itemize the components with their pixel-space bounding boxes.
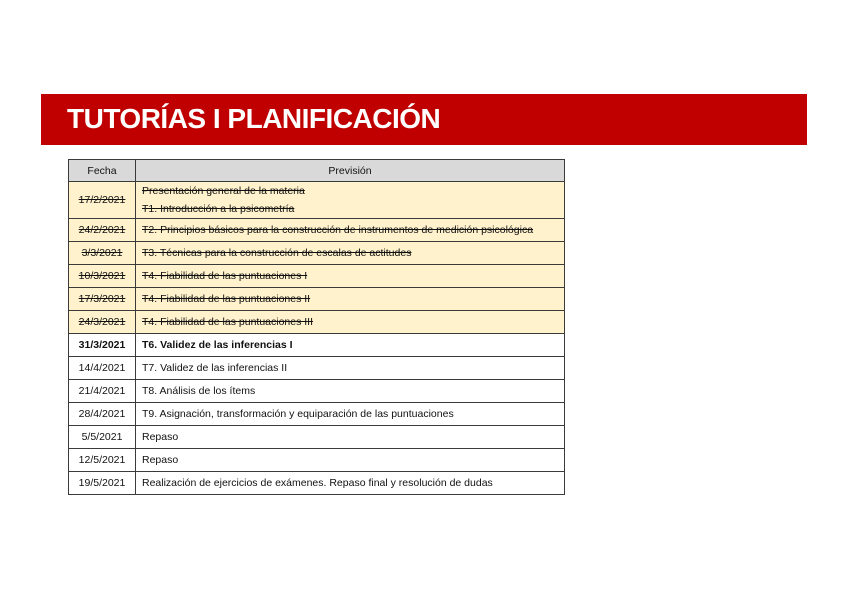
forecast-item: T8. Análisis de los ítems: [142, 385, 256, 397]
row-forecast: [136, 219, 565, 242]
table-row: [69, 472, 565, 495]
forecast-item: T4. Fiabilidad de las puntuaciones III: [142, 316, 314, 328]
table-row: [69, 449, 565, 472]
forecast-item: T6. Validez de las inferencias I: [142, 339, 293, 351]
title-banner: [41, 94, 807, 145]
table-row: [69, 403, 565, 426]
row-forecast: [136, 403, 565, 426]
forecast-item: Repaso: [142, 454, 179, 466]
table-header-row: [69, 160, 565, 182]
table-row: [69, 219, 565, 242]
table-row: [69, 288, 565, 311]
row-date: 28/4/2021: [69, 403, 136, 426]
table-row: [69, 334, 565, 357]
row-date: 24/3/2021: [69, 311, 136, 334]
row-forecast: [136, 380, 565, 403]
row-forecast: [136, 182, 565, 219]
forecast-item: T2. Principios básicos para la construcción de instrumentos de medición psicológica: [142, 224, 534, 236]
forecast-item: T1. Introducción a la psicometría: [142, 203, 295, 215]
row-date: 14/4/2021: [69, 357, 136, 380]
row-date: 21/4/2021: [69, 380, 136, 403]
forecast-item: T9. Asignación, transformación y equiparación de las puntuaciones: [142, 408, 454, 420]
forecast-item: T4. Fiabilidad de las puntuaciones I: [142, 270, 308, 282]
table-row: [69, 242, 565, 265]
row-forecast: [136, 357, 565, 380]
table-row: [69, 265, 565, 288]
table-row: [69, 357, 565, 380]
row-date: 12/5/2021: [69, 449, 136, 472]
row-forecast: [136, 472, 565, 495]
row-forecast: [136, 265, 565, 288]
row-date: 24/2/2021: [69, 219, 136, 242]
row-date: 19/5/2021: [69, 472, 136, 495]
forecast-item: Repaso: [142, 431, 179, 443]
row-date: 17/3/2021: [69, 288, 136, 311]
row-forecast: [136, 426, 565, 449]
page-title: TUTORÍAS I PLANIFICACIÓN: [67, 103, 441, 134]
forecast-item: T7. Validez de las inferencias II: [142, 362, 288, 374]
table-row: [69, 426, 565, 449]
row-forecast: [136, 334, 565, 357]
row-date: 17/2/2021: [69, 182, 136, 219]
row-date: 31/3/2021: [69, 334, 136, 357]
row-date: 3/3/2021: [69, 242, 136, 265]
forecast-item: Presentación general de la materia: [142, 185, 305, 197]
schedule-table: [68, 159, 565, 495]
row-forecast: [136, 242, 565, 265]
forecast-item: T4. Fiabilidad de las puntuaciones II: [142, 293, 311, 305]
row-forecast: [136, 449, 565, 472]
forecast-item: Realización de ejercicios de exámenes. Repaso final y resolución de dudas: [142, 477, 493, 489]
forecast-item: T3. Técnicas para la construcción de escalas de actitudes: [142, 247, 412, 259]
row-date: 5/5/2021: [69, 426, 136, 449]
table-row: [69, 380, 565, 403]
row-date: 10/3/2021: [69, 265, 136, 288]
table-row: [69, 311, 565, 334]
row-forecast: [136, 311, 565, 334]
row-forecast: [136, 288, 565, 311]
column-header-forecast: Previsión: [136, 160, 565, 182]
column-header-date: Fecha: [69, 160, 136, 182]
table-row: [69, 182, 565, 219]
table-body: [69, 182, 565, 495]
